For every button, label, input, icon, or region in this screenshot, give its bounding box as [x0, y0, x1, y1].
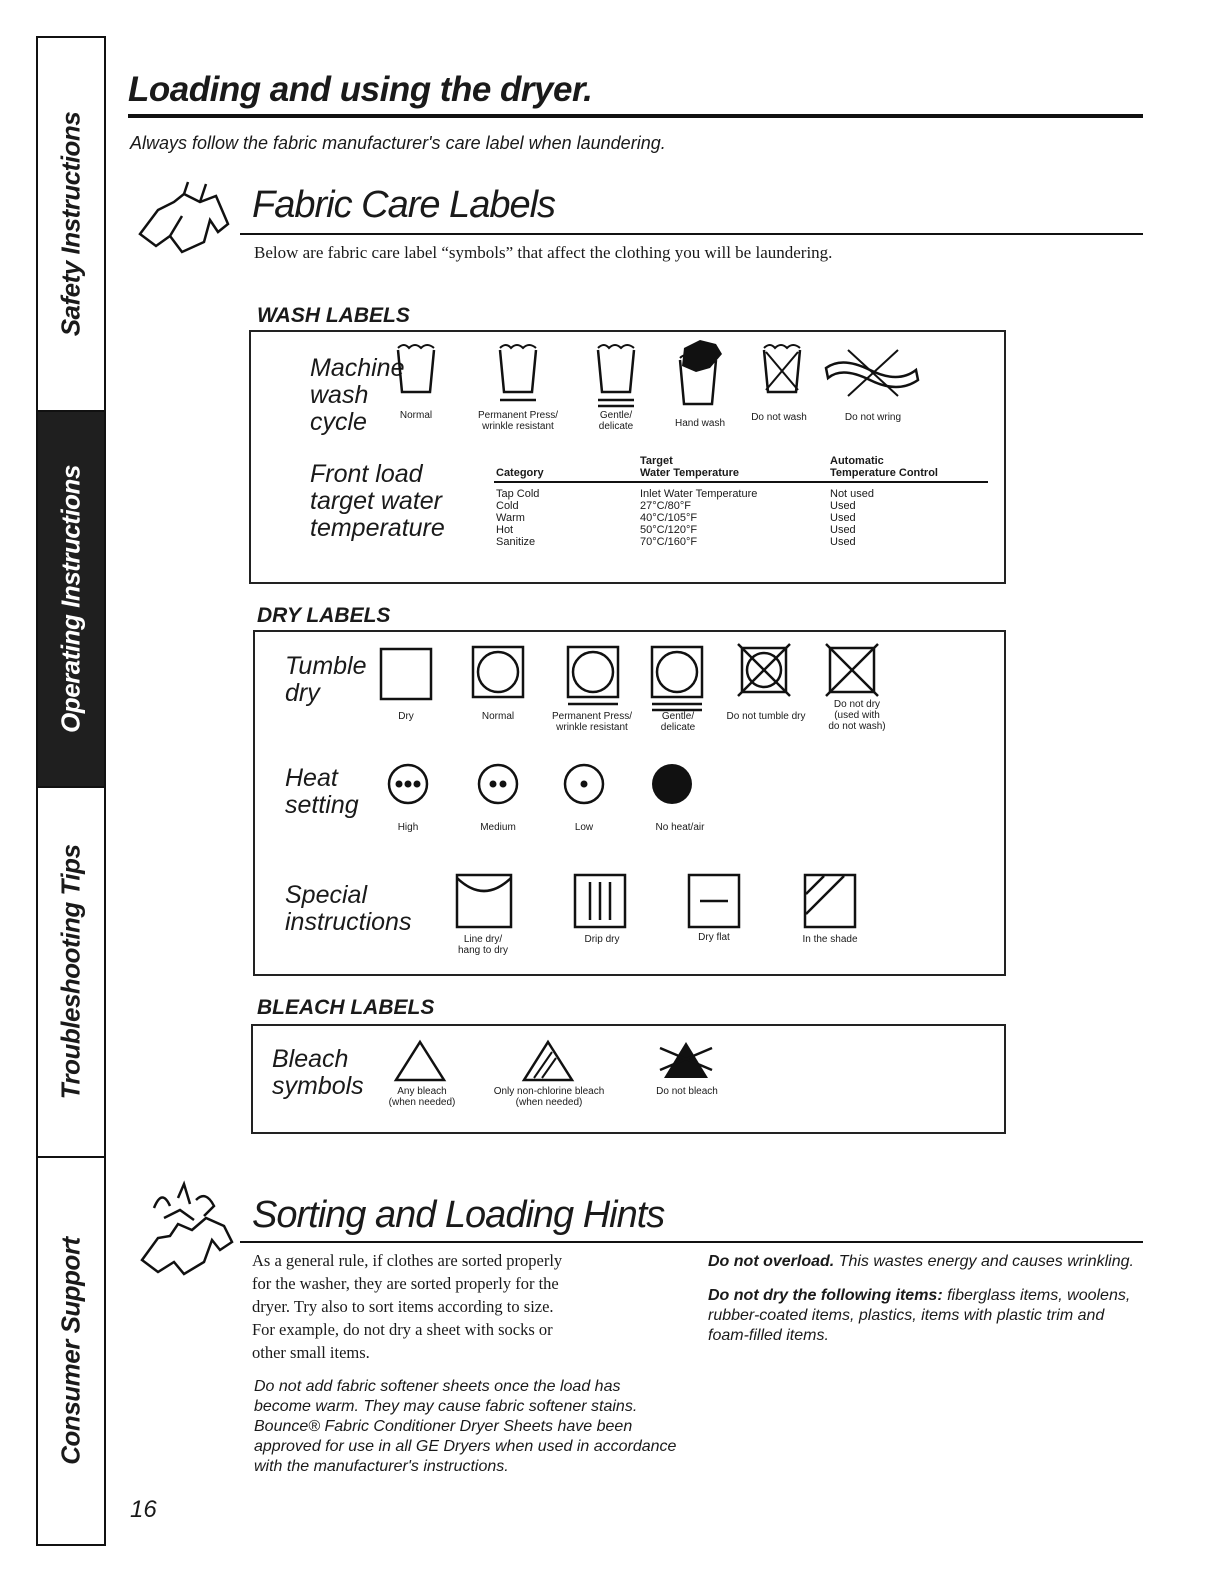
caption-line: Only non-chlorine bleach — [493, 1086, 605, 1097]
caption-line: Drip dry — [584, 934, 620, 945]
page-number: 16 — [130, 1496, 157, 1523]
tab-label: Operating Instructions — [55, 465, 86, 733]
wash-caption-gentle — [586, 410, 646, 432]
caption-line: do not wash) — [828, 721, 886, 732]
bleach-caption-do-not — [644, 1086, 730, 1097]
table-cell: Cold — [496, 500, 519, 512]
front-load-label — [310, 461, 445, 542]
header-line: Target — [640, 455, 673, 467]
fabric-softener-note — [254, 1377, 676, 1477]
tumble-dry-label — [285, 653, 367, 707]
bleach-caption-non-chlorine — [476, 1086, 622, 1108]
tab-consumer-support[interactable] — [38, 1158, 104, 1544]
tumble-two-bars-icon — [651, 646, 703, 712]
shirt-icon — [130, 172, 240, 262]
caption-line: Normal — [481, 711, 515, 722]
sorting-paragraph — [252, 1249, 562, 1364]
side-tab-bar — [36, 36, 106, 1546]
hand-wash-icon — [674, 338, 726, 408]
caption-line: Do not bleach — [656, 1086, 718, 1097]
label-line: Bleach — [272, 1045, 349, 1073]
wash-caption-permanent-press — [468, 410, 568, 432]
paragraph-line: other small items. — [252, 1343, 370, 1362]
label-line: Tumble — [285, 652, 367, 680]
special-caption-drip-dry — [572, 934, 632, 945]
label-line: dry — [285, 679, 320, 707]
machine-wash-label — [310, 355, 405, 436]
special-caption-line-dry — [440, 934, 526, 956]
table-cell: Used — [830, 524, 856, 536]
wash-labels-heading: WASH LABELS — [257, 304, 410, 327]
table-cell: Used — [830, 500, 856, 512]
bleach-caption-any — [372, 1086, 472, 1108]
caption-line: (used with — [834, 710, 880, 721]
heat-caption-high: High — [397, 822, 419, 833]
heat-caption-no-heat: No heat/air — [655, 822, 705, 833]
header-line: Water Temperature — [640, 467, 740, 479]
caption-line: delicate — [598, 421, 634, 432]
caption-line: (when needed) — [388, 1097, 456, 1108]
caption-line: Normal — [399, 410, 433, 421]
caption-line: Dry — [398, 711, 414, 722]
table-cell: 70°C/160°F — [640, 536, 698, 548]
tab-label: Safety Instructions — [55, 111, 86, 337]
note-line: become warm. They may cause fabric softener stains. — [254, 1398, 638, 1415]
note-line: Bounce® Fabric Conditioner Dryer Sheets have been — [254, 1418, 633, 1435]
triangle-crossed-icon — [658, 1038, 714, 1082]
triangle-icon — [394, 1040, 446, 1082]
tumble-icon — [472, 646, 524, 698]
note-line: approved for use in all GE Dryers when used in accordance — [254, 1438, 677, 1455]
wash-caption-hand-wash — [670, 418, 730, 429]
table-cell: 40°C/105°F — [640, 512, 698, 524]
page-subtitle: Always follow the fabric manufacturer's care label when laundering. — [130, 133, 666, 153]
label-line: Heat — [285, 764, 338, 792]
table-column-category — [496, 488, 539, 548]
caption-line: delicate — [660, 722, 696, 733]
dry-labels-heading: DRY LABELS — [257, 604, 391, 627]
table-column-water-temperature — [640, 488, 757, 548]
overload-note — [708, 1252, 1134, 1272]
wash-caption-do-not-wash — [742, 412, 816, 423]
caption-line: Gentle/ — [661, 711, 695, 722]
caption-line: Hand wash — [674, 418, 726, 429]
tab-operating-instructions[interactable] — [38, 412, 104, 788]
caption-line: Do not wring — [844, 412, 902, 423]
line-dry-icon — [456, 874, 512, 928]
tub-two-bars-icon — [596, 342, 636, 410]
wring-crossed-icon — [822, 348, 922, 398]
dry-caption-do-not-tumble — [718, 711, 814, 722]
caption-line: Permanent Press/ — [477, 410, 559, 421]
table-cell: 27°C/80°F — [640, 500, 691, 512]
caption-line: Any bleach — [397, 1086, 447, 1097]
bleach-labels-heading: BLEACH LABELS — [257, 996, 435, 1019]
fabric-care-rule — [240, 233, 1143, 235]
fabric-care-heading: Fabric Care Labels — [252, 184, 556, 226]
tab-safety-instructions[interactable] — [38, 38, 104, 412]
label-line: Special — [285, 881, 367, 909]
sorting-heading: Sorting and Loading Hints — [252, 1194, 665, 1236]
label-line: symbols — [272, 1072, 364, 1100]
caption-line: wrinkle resistant — [482, 421, 554, 432]
tub-icon — [396, 342, 436, 398]
dry-flat-icon — [688, 874, 740, 928]
overload-text: This wastes energy and causes wrinkling. — [838, 1253, 1134, 1270]
note-line: foam-filled items. — [708, 1327, 829, 1344]
special-instructions-label — [285, 882, 411, 936]
dry-caption-gentle — [648, 711, 708, 733]
label-line: Machine — [310, 354, 405, 382]
do-not-dry-note — [708, 1286, 1130, 1346]
two-dots-icon — [476, 762, 520, 806]
triangle-hatched-icon — [522, 1040, 574, 1082]
paragraph-line: For example, do not dry a sheet with socks or — [252, 1320, 553, 1339]
table-cell: Used — [830, 512, 856, 524]
header-line: Temperature Control — [830, 467, 938, 479]
label-line: Front load — [310, 460, 423, 488]
table-cell: 50°C/120°F — [640, 524, 698, 536]
tumble-crossed-icon — [738, 644, 790, 696]
caption-line: Gentle/ — [599, 410, 633, 421]
paragraph-line: As a general rule, if clothes are sorted properly — [252, 1251, 563, 1270]
clothes-pile-icon — [134, 1178, 244, 1290]
heat-setting-label — [285, 765, 359, 819]
caption-line: Do not dry — [833, 699, 881, 710]
one-dot-icon — [562, 762, 606, 806]
heat-caption-low: Low — [574, 822, 594, 833]
table-header-category: Category — [496, 467, 544, 479]
heat-caption-medium: Medium — [480, 822, 516, 833]
filled-circle-icon — [650, 762, 694, 806]
caption-line: Do not tumble dry — [726, 711, 806, 722]
shade-icon — [804, 874, 856, 928]
table-cell: Tap Cold — [496, 488, 540, 500]
table-column-automatic-control — [830, 488, 874, 548]
page-title: Loading and using the dryer. — [128, 70, 593, 109]
label-line: wash — [310, 381, 369, 409]
note-line: fiberglass items, woolens, — [947, 1287, 1131, 1304]
label-line: temperature — [310, 514, 445, 542]
special-caption-dry-flat — [684, 932, 744, 943]
label-line: instructions — [285, 908, 412, 936]
caption-line: (when needed) — [515, 1097, 583, 1108]
table-cell: Hot — [496, 524, 514, 536]
three-dots-icon — [386, 762, 430, 806]
table-cell: Used — [830, 536, 856, 548]
special-caption-shade — [790, 934, 870, 945]
caption-line: In the shade — [802, 934, 858, 945]
paragraph-line: dryer. Try also to sort items according to size. — [252, 1297, 554, 1316]
fabric-care-intro: Below are fabric care label “symbols” that affect the clothing you will be laundering. — [254, 243, 833, 262]
table-cell: Warm — [496, 512, 525, 524]
tub-crossed-icon — [762, 342, 802, 398]
square-icon — [380, 648, 432, 700]
label-line: setting — [285, 791, 359, 819]
table-header-target — [640, 455, 739, 479]
wash-caption-do-not-wring — [836, 412, 910, 423]
paragraph-line: for the washer, they are sorted properly for the — [252, 1274, 559, 1293]
sorting-rule — [240, 1241, 1143, 1243]
table-header-rule — [494, 481, 988, 483]
note-line: Do not add fabric softener sheets once the load has — [254, 1378, 621, 1395]
overload-bold: Do not overload. — [708, 1253, 835, 1270]
caption-line: Dry flat — [698, 932, 730, 943]
dry-caption-dry — [376, 711, 436, 722]
tumble-one-bar-icon — [567, 646, 619, 706]
do-not-dry-bold: Do not dry the following items: — [708, 1287, 943, 1304]
caption-line: hang to dry — [457, 945, 509, 956]
tab-label: Consumer Support — [55, 1237, 86, 1465]
dry-caption-normal — [466, 711, 530, 722]
dry-caption-permanent-press — [542, 711, 642, 733]
label-line: cycle — [310, 408, 367, 436]
tub-one-bar-icon — [498, 342, 538, 404]
title-rule — [128, 114, 1143, 118]
bleach-symbols-label — [272, 1046, 364, 1100]
caption-line: wrinkle resistant — [556, 722, 628, 733]
table-cell: Not used — [830, 488, 875, 500]
table-cell: Sanitize — [496, 536, 536, 548]
header-line: Automatic — [830, 455, 884, 467]
dry-caption-do-not-dry — [820, 699, 894, 732]
caption-line: Line dry/ — [463, 934, 503, 945]
caption-line: Permanent Press/ — [551, 711, 633, 722]
note-line: with the manufacturer's instructions. — [254, 1458, 509, 1475]
note-line: rubber-coated items, plastics, items with plastic trim and — [708, 1307, 1105, 1324]
table-cell: Inlet Water Temperature — [640, 488, 758, 500]
tab-troubleshooting-tips[interactable] — [38, 788, 104, 1158]
tab-label: Troubleshooting Tips — [55, 844, 86, 1100]
square-crossed-icon — [826, 644, 878, 696]
label-line: target water — [310, 487, 443, 515]
drip-dry-icon — [574, 874, 626, 928]
table-header-automatic — [830, 455, 938, 479]
wash-caption-normal — [384, 410, 448, 421]
caption-line: Do not wash — [751, 412, 807, 423]
bleach-labels-box — [251, 1024, 1006, 1134]
